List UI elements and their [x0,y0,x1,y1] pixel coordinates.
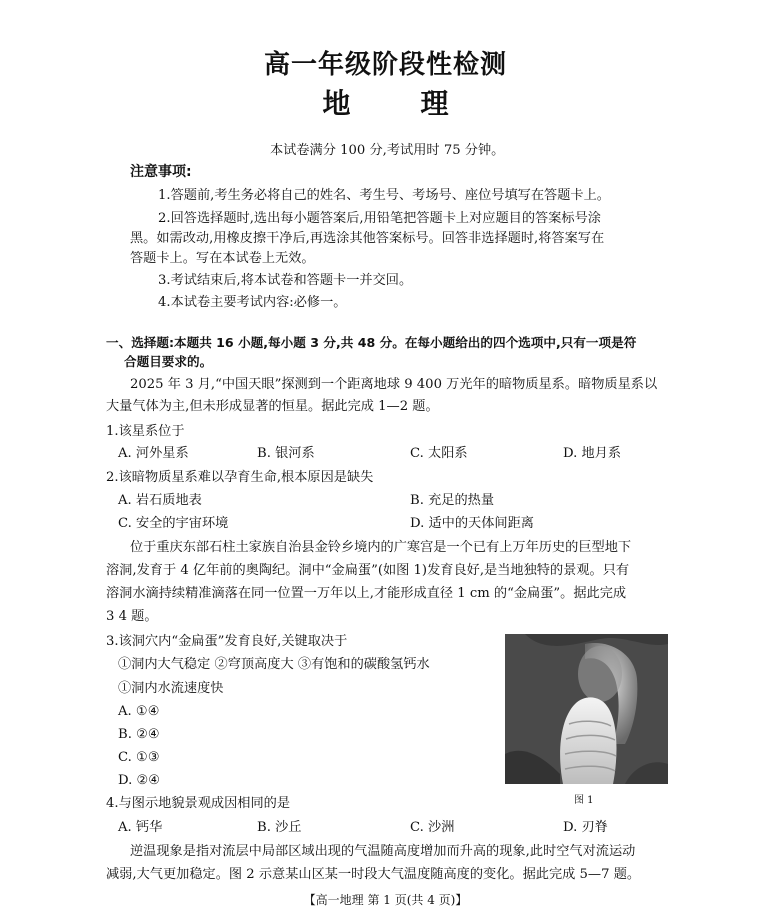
q2-option-a: A. 岩石质地表 [118,493,202,508]
q3-items: ①洞内大气稳定 ②穹顶高度大 ③有饱和的碳酸氢钙水 [118,657,430,672]
passage-line: 2025 年 3 月,“中国天眼”探测到一个距离地球 9 400 万光年的暗物质星系。暗物质星系以 [130,377,658,392]
subject-title: 地理 [322,87,519,120]
notice-line: 1.答题前,考生务必将自己的姓名、考生号、考场号、座位号填写在答题卡上。 [158,188,610,203]
notice-line: 答题卡上。写在本试卷上无效。 [130,251,315,266]
q2-option-d: D. 适中的天体间距离 [410,516,534,531]
question-3-stem: 3.该洞穴内“金扁蛋”发育良好,关键取决于 [106,634,348,649]
q1-option-d: D. 地月系 [563,446,622,461]
question-2-stem: 2.该暗物质星系难以孕育生命,根本原因是缺失 [106,470,374,485]
passage-line: 逆温现象是指对流层中局部区域出现的气温随高度增加而升高的现象,此时空气对流运动 [130,844,636,859]
q4-option-b: B. 沙丘 [257,820,302,835]
q1-option-c: C. 太阳系 [410,446,468,461]
notice-line: 3.考试结束后,将本试卷和答题卡一并交回。 [158,273,413,288]
q1-option-a: A. 河外星系 [118,446,189,461]
q2-option-c: C. 安全的宇宙环境 [118,516,229,531]
section-heading-cont: 合题目要求的。 [124,354,213,369]
passage-line: 溶洞水滴持续精准滴落在同一位置一万年以上,才能形成直径 1 cm 的“金扁蛋”。据此完成 [106,586,627,601]
cave-photo-icon [505,634,668,784]
q1-option-b: B. 银河系 [257,446,315,461]
figure-1-caption: 图 1 [574,795,594,806]
q3-option-c: C. ①③ [118,750,160,765]
notice-line: 黑。如需改动,用橡皮擦干净后,再选涂其他答案标号。回答非选择题时,将答案写在 [130,231,605,246]
q2-option-b: B. 充足的热量 [410,493,495,508]
passage-line: 大量气体为主,但未形成显著的恒星。据此完成 1—2 题。 [106,399,439,414]
q3-items: ①洞内水流速度快 [118,681,224,696]
section-heading: 一、选择题:本题共 16 小题,每小题 3 分,共 48 分。在每小题给出的四个选项中,只有一项是符 [106,335,637,350]
notice-line: 2.回答选择题时,选出每小题答案后,用铅笔把答题卡上对应题目的答案标号涂 [158,211,601,226]
passage-line: 溶洞,发育于 4 亿年前的奥陶纪。洞中“金扁蛋”(如图 1)发育良好,是当地独特的景观。只有 [106,563,630,578]
passage-line: 减弱,大气更加稳定。图 2 示意某山区某一时段大气温度随高度的变化。据此完成 5—7 题。 [106,867,641,882]
q3-option-b: B. ②④ [118,727,160,742]
q4-option-a: A. 钙华 [118,820,163,835]
notice-line: 4.本试卷主要考试内容:必修一。 [158,295,347,310]
passage-line: 位于重庆东部石柱土家族自治县金铃乡境内的广寒宫是一个已有上万年历史的巨型地下 [130,540,632,555]
question-4-stem: 4.与图示地貌景观成因相同的是 [106,796,291,811]
q3-option-a: A. ①④ [118,704,160,719]
page-footer: 【高一地理 第 1 页(共 4 页)】 [303,893,468,907]
q4-option-c: C. 沙洲 [410,820,455,835]
question-1-stem: 1.该星系位于 [106,424,185,439]
q3-option-d: D. ②④ [118,773,161,788]
q4-option-d: D. 刃脊 [563,820,608,835]
figure-1-cave-photo [505,634,668,784]
exam-title: 高一年级阶段性检测 [263,50,507,80]
exam-meta: 本试卷满分 100 分,考试用时 75 分钟。 [270,143,505,158]
passage-line: 3 4 题。 [106,609,158,624]
notice-heading: 注意事项: [130,164,192,180]
